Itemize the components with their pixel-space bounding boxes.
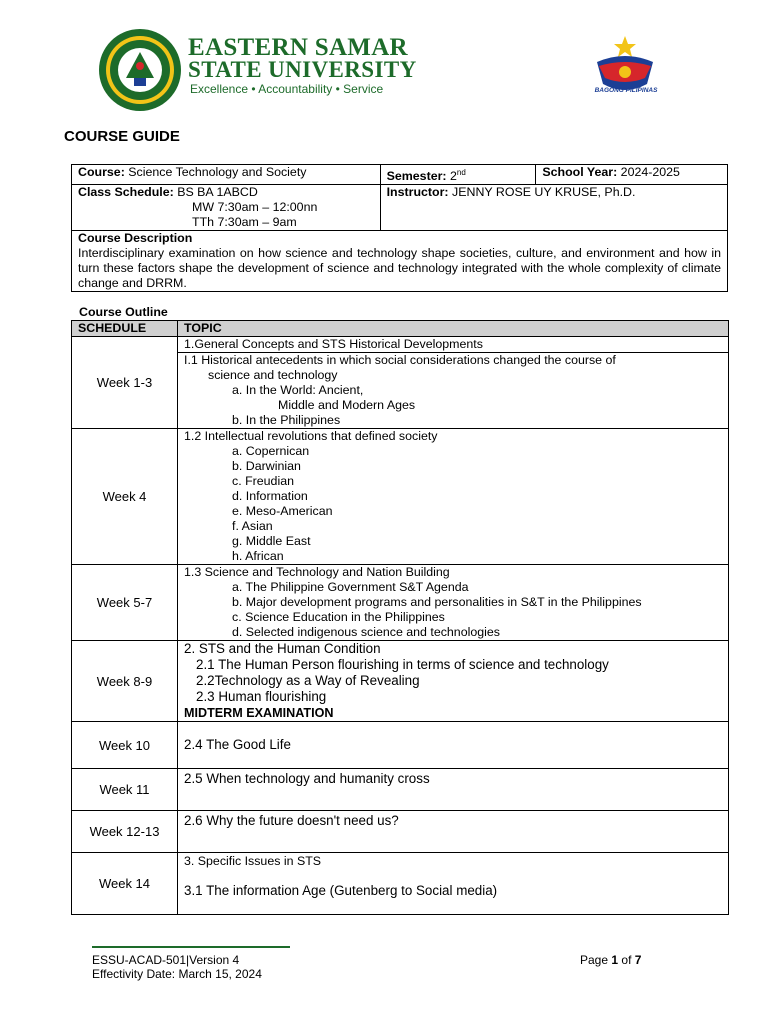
topic-line: d. Information <box>232 489 308 503</box>
topic-line: g. Middle East <box>232 534 311 548</box>
topic-line: 2.5 When technology and humanity cross <box>184 771 430 786</box>
topic-line: I.1 Historical antecedents in which social considerations changed the course of <box>184 353 616 367</box>
topic-cell <box>178 811 729 853</box>
document-title: COURSE GUIDE <box>64 128 180 145</box>
table-row <box>72 337 729 353</box>
bagong-pilipinas-text: BAGONG PILIPINAS <box>594 87 658 94</box>
topic-cell <box>178 853 729 915</box>
topic-line: a. Copernican <box>232 444 310 458</box>
topic-line: c. Freudian <box>232 474 294 488</box>
outline-header-row <box>72 321 729 337</box>
topic-line: 3.1 The information Age (Gutenberg to Social media) <box>184 883 498 898</box>
schedule-cell <box>72 185 381 231</box>
footer-divider <box>92 946 290 948</box>
page-word: Page <box>580 953 609 967</box>
course-info-table <box>71 164 728 292</box>
course-label: Course: <box>78 165 125 179</box>
table-row <box>72 722 729 769</box>
topic-line: a. In the World: Ancient, <box>232 383 364 397</box>
topic-line: c. Science Education in the Philippines <box>232 610 445 624</box>
topic-line: 1.2 Intellectual revolutions that defined society <box>184 429 438 443</box>
topic-cell <box>178 722 729 769</box>
footer-page-number <box>580 953 641 967</box>
topic-cell <box>178 565 729 641</box>
semester-suffix: nd <box>456 168 466 177</box>
week-cell: Week 8-9 <box>72 641 178 722</box>
page-total: 7 <box>634 953 642 967</box>
university-motto: Excellence • Accountability • Service <box>190 82 384 96</box>
week-cell: Week 10 <box>72 722 178 769</box>
topic-line: f. Asian <box>232 519 273 533</box>
schedule-label: Class Schedule: <box>78 185 174 200</box>
general-topic-cell: 1.General Concepts and STS Historical Developments <box>178 337 729 353</box>
topic-line: 2.3 Human flourishing <box>196 689 327 704</box>
course-outline-table <box>71 320 729 915</box>
description-row <box>72 231 728 292</box>
school-year-cell <box>536 165 728 185</box>
topic-line: 2.2Technology as a Way of Revealing <box>196 673 420 688</box>
topic-line: 2.4 The Good Life <box>184 737 291 752</box>
table-row <box>72 769 729 811</box>
topic-header: TOPIC <box>178 321 729 337</box>
schedule-tth: TTh 7:30am – 9am <box>192 215 297 230</box>
schedule-header: SCHEDULE <box>72 321 178 337</box>
topic-line: 2.1 The Human Person flourishing in terms of science and technology <box>196 657 609 672</box>
table-row <box>72 641 729 722</box>
schedule-row <box>72 185 728 231</box>
table-row <box>72 811 729 853</box>
topic-line: e. Meso-American <box>232 504 333 518</box>
topic-line: h. African <box>232 549 284 563</box>
semester-value: 2 <box>449 169 457 184</box>
topic-line: a. The Philippine Government S&T Agenda <box>232 580 469 594</box>
page-current: 1 <box>611 953 619 967</box>
description-text: Interdisciplinary examination on how science and technology shape societies, culture, and environment and how in turn these factors shape the development of science and technology integrated with the whole complexity of climate change and DRRM. <box>78 246 721 291</box>
topic-line: Middle and Modern Ages <box>278 398 416 412</box>
week-cell: Week 11 <box>72 769 178 811</box>
course-cell <box>72 165 381 185</box>
description-label: Course Description <box>78 231 193 246</box>
topic-line: 1.3 Science and Technology and Nation Building <box>184 565 450 579</box>
topic-line: 3. Specific Issues in STS <box>184 854 322 868</box>
page-of: of <box>621 953 632 967</box>
topic-line: d. Selected indigenous science and technologies <box>232 625 500 639</box>
semester-cell <box>380 165 536 185</box>
topic-cell <box>178 641 729 722</box>
topic-line: 2. STS and the Human Condition <box>184 641 381 656</box>
footer-effectivity-date: Effectivity Date: March 15, 2024 <box>92 967 262 981</box>
footer-doc-code: ESSU-ACAD-501|Version 4 <box>92 953 240 967</box>
topic-cell <box>178 769 729 811</box>
course-outline-label: Course Outline <box>79 305 168 319</box>
schedule-mw: MW 7:30am – 12:00nn <box>192 200 318 215</box>
course-value: Science Technology and Society <box>128 165 307 179</box>
topic-line: 2.6 Why the future doesn't need us? <box>184 813 399 828</box>
week-cell: Week 12-13 <box>72 811 178 853</box>
topic-line: science and technology <box>208 368 338 382</box>
topic-line: b. Darwinian <box>232 459 301 473</box>
university-name-line2: STATE UNIVERSITY <box>188 57 417 82</box>
description-cell <box>72 231 728 292</box>
topic-cell <box>178 429 729 565</box>
topic-line: b. Major development programs and personalities in S&T in the Philippines <box>232 595 642 609</box>
instructor-label: Instructor: <box>386 185 449 200</box>
semester-label: Semester: <box>386 169 447 184</box>
schedule-section: BS BA 1ABCD <box>177 185 258 200</box>
table-row <box>72 853 729 915</box>
table-row <box>72 565 729 641</box>
course-row <box>72 165 728 185</box>
instructor-cell <box>380 185 727 231</box>
week-cell: Week 14 <box>72 853 178 915</box>
week-cell: Week 1-3 <box>72 337 178 429</box>
university-name-line1: EASTERN SAMAR <box>188 34 408 61</box>
week-cell: Week 4 <box>72 429 178 565</box>
school-year-value: 2024-2025 <box>620 165 680 179</box>
week-cell: Week 5-7 <box>72 565 178 641</box>
table-row <box>72 429 729 565</box>
school-year-label: School Year: <box>542 165 618 179</box>
university-seal-icon <box>98 28 182 112</box>
midterm-label: MIDTERM EXAMINATION <box>184 706 334 720</box>
instructor-value: JENNY ROSE UY KRUSE, Ph.D. <box>452 185 636 200</box>
topic-cell <box>178 353 729 429</box>
topic-line: b. In the Philippines <box>232 413 341 427</box>
